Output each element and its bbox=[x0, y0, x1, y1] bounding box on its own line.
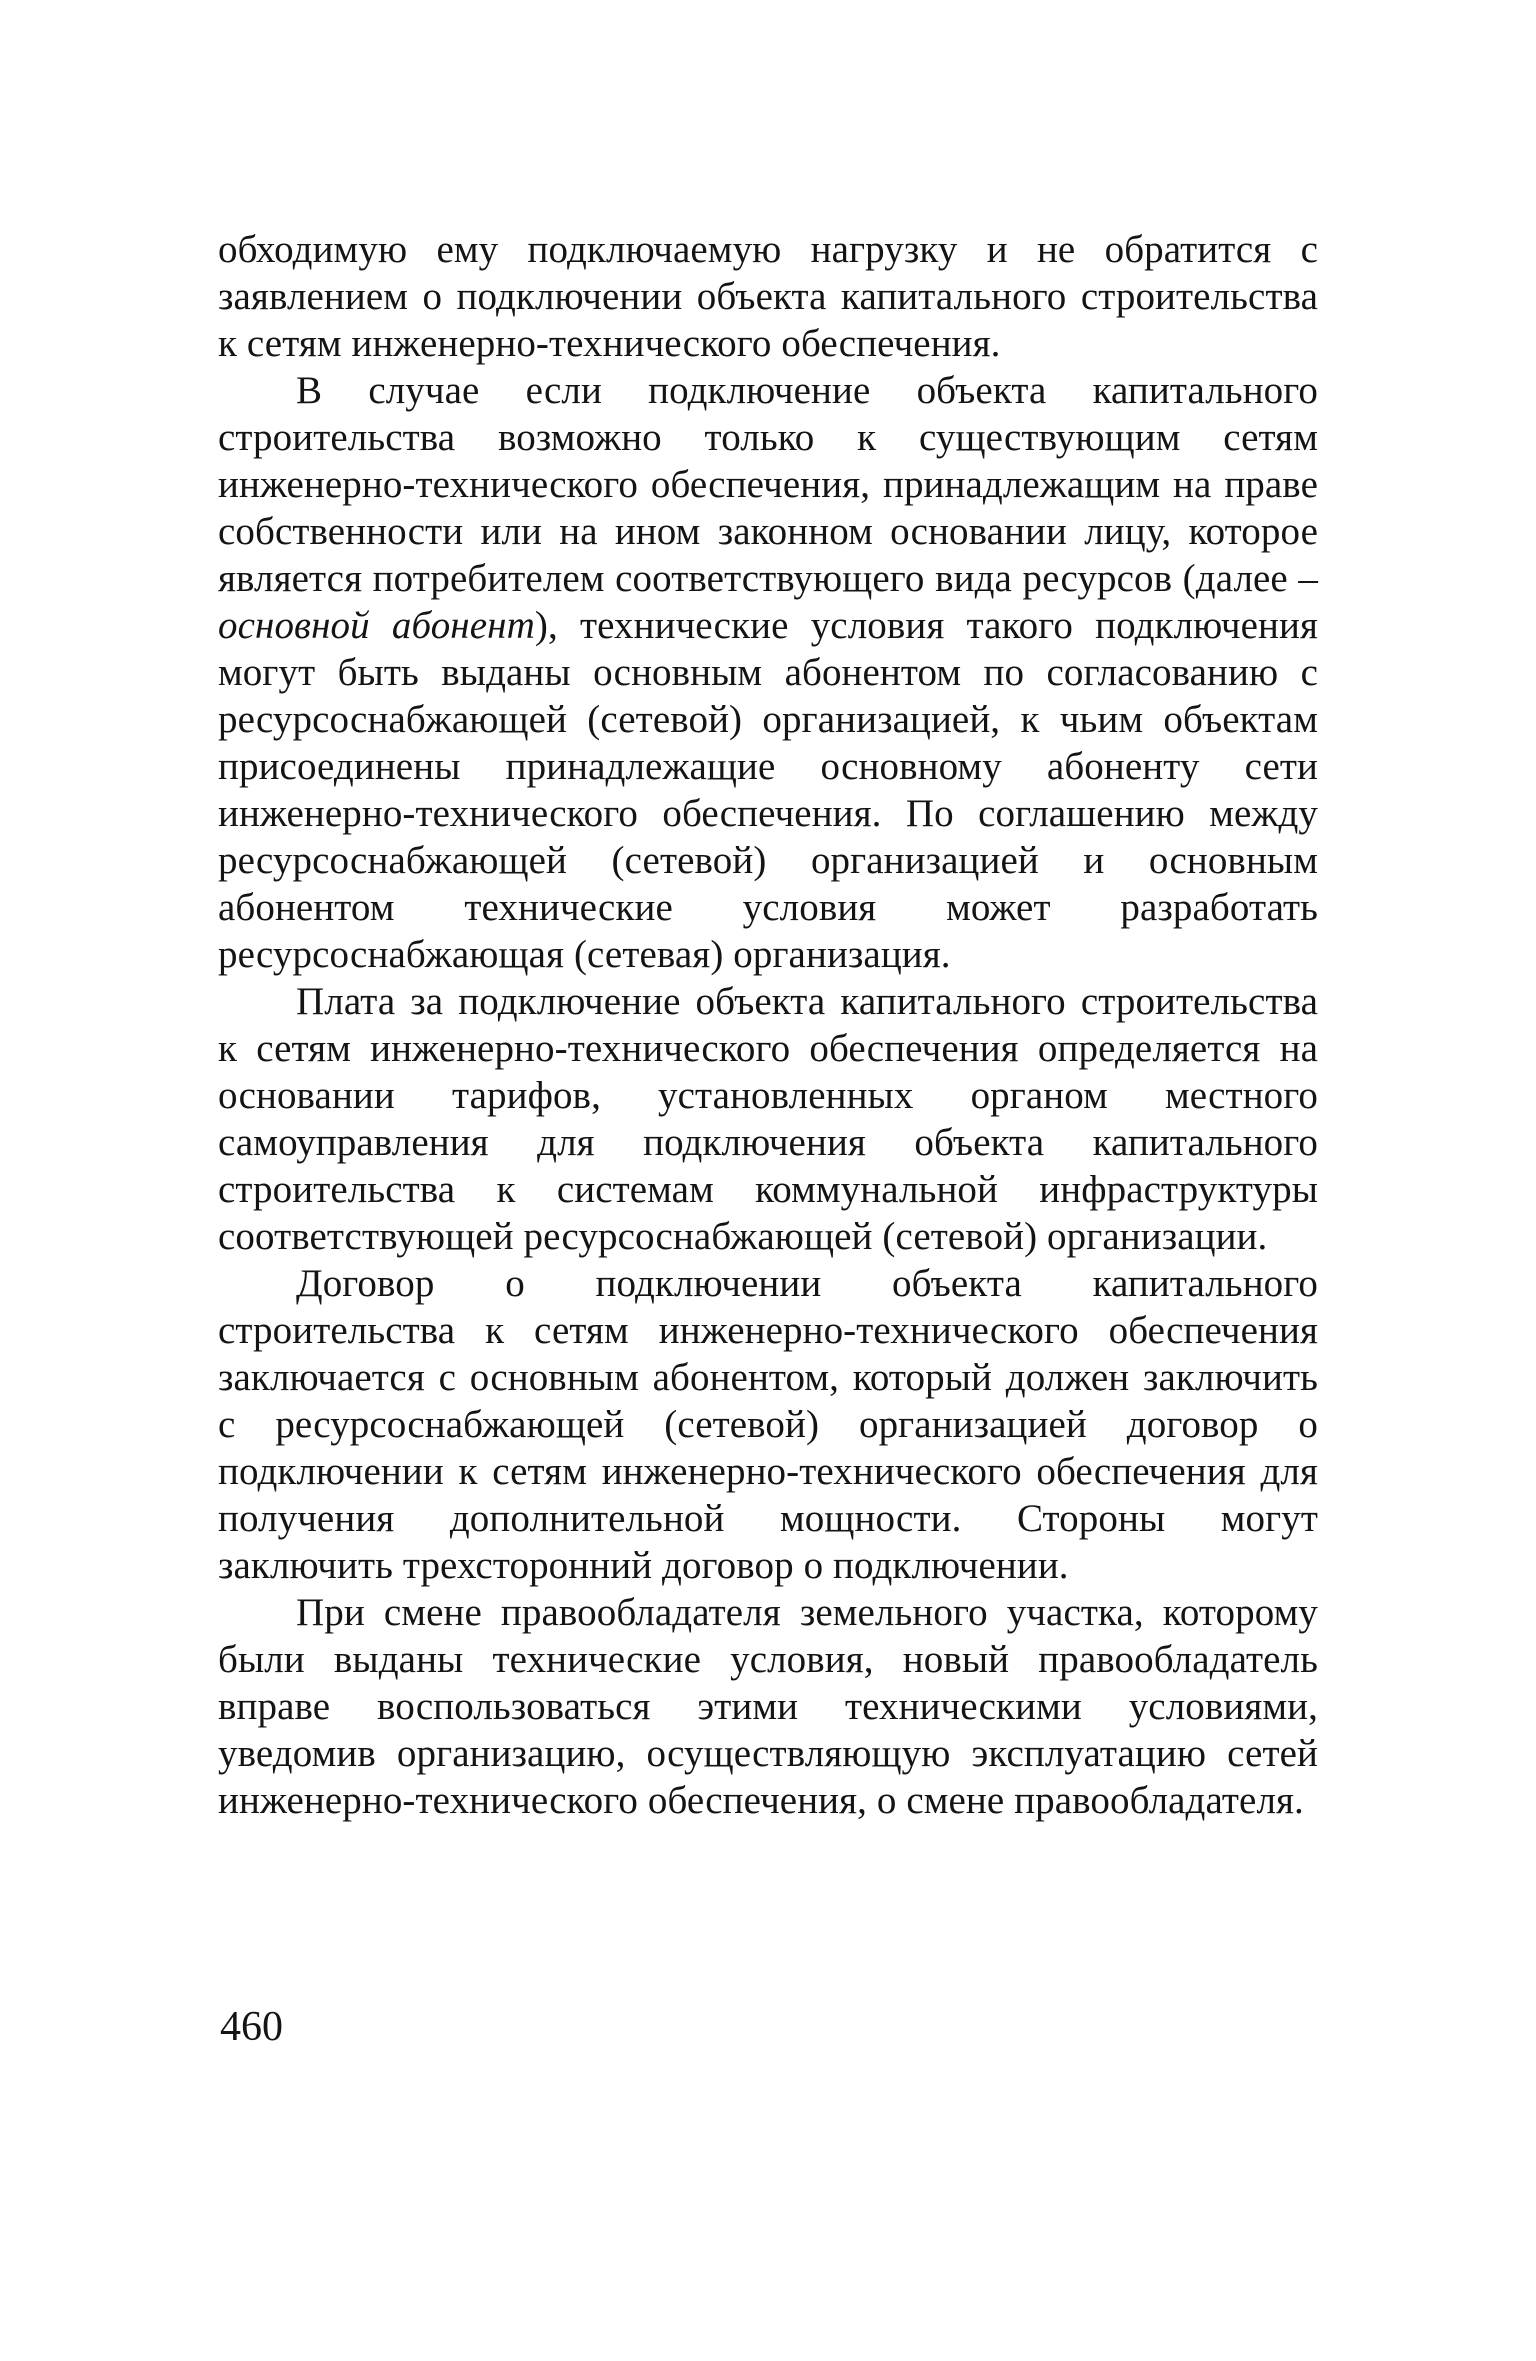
paragraph-5-text: При смене правообладателя земельного участка, которому были выданы технические условия, новый правообладатель вправе воспользоваться этими техническими условиями, уведомив организацию, осуществляющую эксплуатацию сетей инженерно-технического обеспечения, о смене правообладателя. bbox=[218, 1591, 1318, 1822]
paragraph-2-italic-term: основной абонент bbox=[218, 604, 535, 647]
paragraph-1-text: обходимую ему подключаемую нагрузку и не обратится с заявлением о подключении объекта капитального строительства к сетям инженерно-технического обеспечения. bbox=[218, 228, 1318, 365]
paragraph-3-text: Плата за подключение объекта капитального строительства к сетям инженерно-технического обеспечения определяется на основании тарифов, установленных органом местного самоуправления для подключения объекта капитального строительства к системам коммунальной инфраструктуры соответствующей ресурсоснабжающей (сетевой) организации. bbox=[218, 980, 1318, 1258]
paragraph-3 bbox=[218, 978, 1318, 1260]
paragraph-2-text-start: В случае если подключение объекта капитального строительства возможно только к существующим сетям инженерно-технического обеспечения, принадлежащим на праве собственности или на ином законном основании лицу, которое является потребителем соответствующего вида ресурсов (далее – bbox=[218, 369, 1318, 600]
paragraph-2-text-end: ), технические условия такого подключения могут быть выданы основным абонентом по согласованию с ресурсоснабжающей (сетевой) организацией, к чьим объектам присоединены принадлежащие основному абоненту сети инженерно-технического обеспечения. По соглашению между ресурсоснабжающей (сетевой) организацией и основным абонентом технические условия может разработать ресурсоснабжающая (сетевая) организация. bbox=[218, 604, 1319, 976]
page-number: 460 bbox=[220, 2004, 283, 2050]
paragraph-2 bbox=[218, 367, 1318, 978]
body-text bbox=[218, 226, 1318, 1824]
paragraph-5 bbox=[218, 1589, 1318, 1824]
paragraph-4-text: Договор о подключении объекта капитального строительства к сетям инженерно-технического обеспечения заключается с основным абонентом, который должен заключить с ресурсоснабжающей (сетевой) организацией договор о подключении к сетям инженерно-технического обеспечения для получения дополнительной мощности. Стороны могут заключить трехсторонний договор о подключении. bbox=[218, 1262, 1318, 1587]
paragraph-1 bbox=[218, 226, 1318, 367]
paragraph-4 bbox=[218, 1260, 1318, 1589]
